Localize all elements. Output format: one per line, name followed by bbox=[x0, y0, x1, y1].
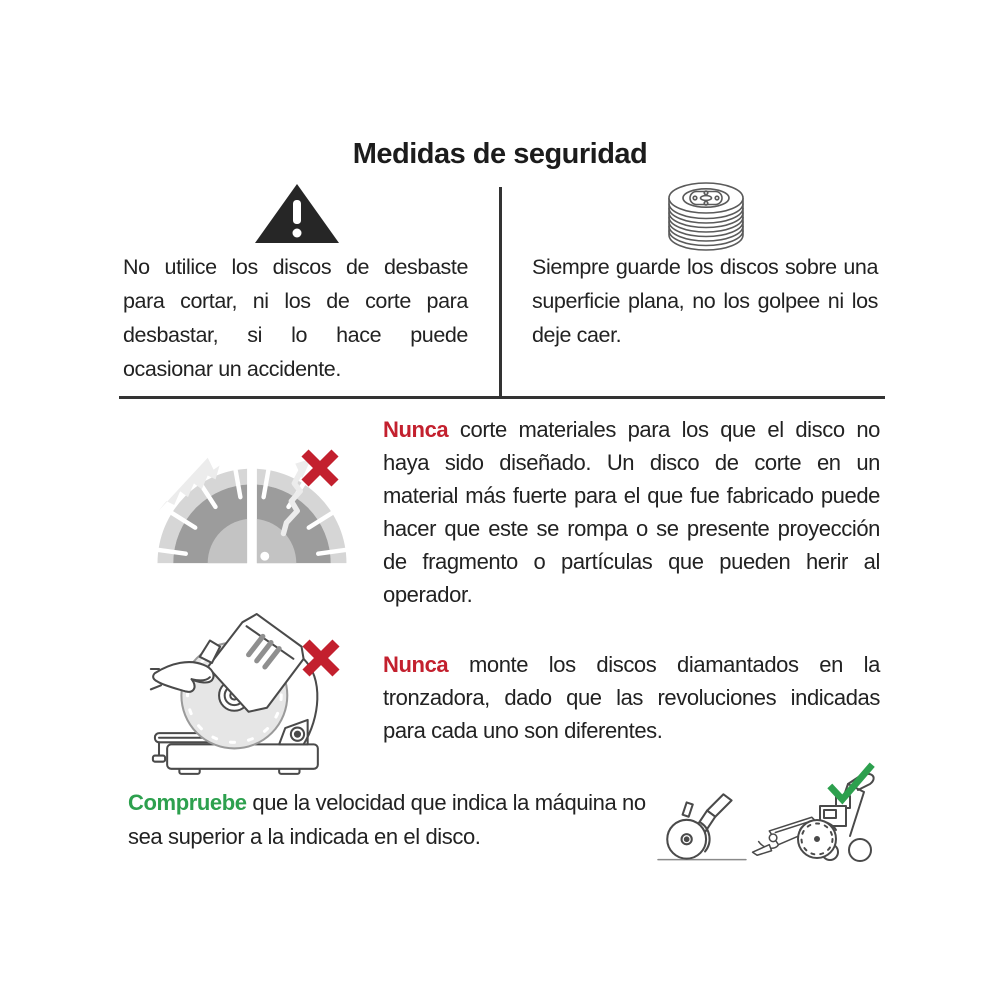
warning-lead-word: Nunca bbox=[383, 417, 449, 442]
check-lead-word: Compruebe bbox=[128, 790, 247, 815]
x-icon bbox=[297, 447, 343, 489]
warning-text: corte materiales para los que el disco no haya sido diseñado. Un disco de corte en un material más fuerte para el que fue fabricado puede hacer que este se rompa o se presente proyección de fragmento o partículas que pueden herir al operador. bbox=[383, 417, 880, 607]
right-column-text: Siempre guarde los discos sobre una superficie plana, no los golpee ni los deje caer. bbox=[532, 255, 878, 347]
check-icon bbox=[824, 758, 878, 808]
left-column-text: No utilice los discos de desbaste para cortar, ni los de corte para desbastar, si lo hace puede ocasionar un accidente. bbox=[123, 255, 468, 381]
disc-stack-icon bbox=[650, 178, 762, 252]
check-paragraph bbox=[128, 786, 658, 854]
warning-text: monte los discos diamantados en la tronzadora, dado que las revoluciones indicadas para cada uno son diferentes. bbox=[383, 652, 880, 743]
warning-paragraph bbox=[383, 648, 880, 747]
warning-lead-word: Nunca bbox=[383, 652, 449, 677]
vertical-divider bbox=[499, 187, 502, 398]
page-title: Medidas de seguridad bbox=[352, 138, 648, 170]
angle-grinder-icon bbox=[656, 790, 750, 868]
x-icon bbox=[298, 637, 344, 679]
warning-triangle-icon bbox=[253, 182, 341, 246]
horizontal-divider bbox=[119, 396, 885, 399]
check-text: que la velocidad que indica la máquina no sea superior a la indicada en el disco. bbox=[128, 790, 646, 849]
warning-paragraph bbox=[383, 413, 880, 611]
